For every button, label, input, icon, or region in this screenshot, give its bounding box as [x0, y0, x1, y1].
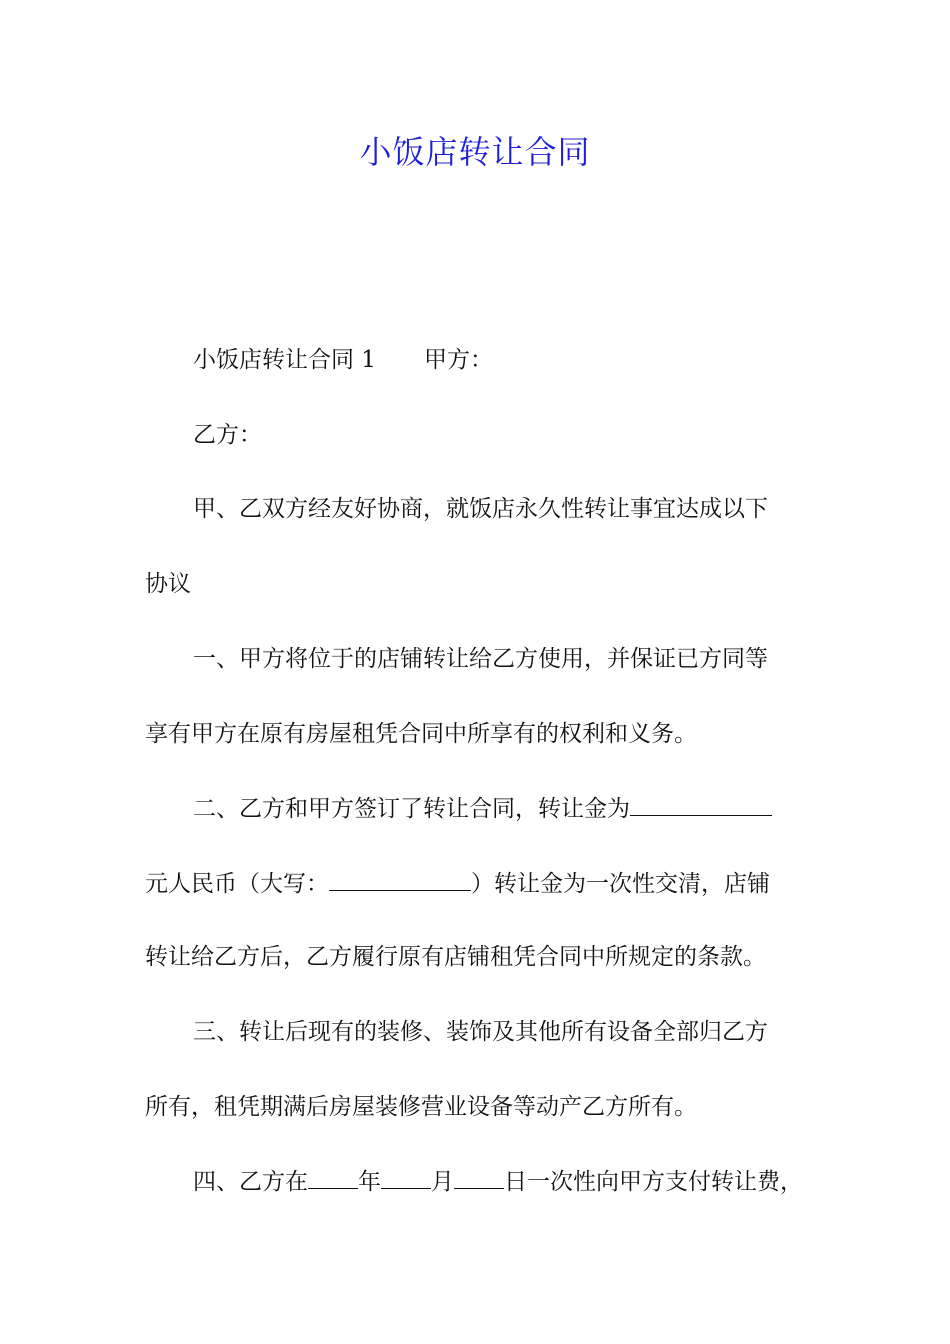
amount-in-words-blank — [329, 866, 471, 891]
clause-2-line-1 — [193, 791, 815, 826]
clause-4-suffix: 日一次性向甲方支付转让费， — [504, 1169, 803, 1195]
clause-2-line-2 — [145, 866, 815, 901]
clause-4-line-1 — [193, 1164, 815, 1199]
party-b-label: 乙方： — [193, 422, 262, 448]
intro-line-1: 甲、乙双方经友好协商，就饭店永久性转让事宜达成以下 — [193, 496, 768, 522]
clause-3-line-2: 所有，租凭期满后房屋装修营业设备等动产乙方所有。 — [145, 1094, 697, 1120]
clause-4-prefix: 四、乙方在 — [193, 1169, 308, 1195]
intro-line-2: 协议 — [145, 571, 191, 597]
clause-3-line-1: 三、转让后现有的装修、装饰及其他所有设备全部归乙方 — [193, 1019, 768, 1045]
transfer-amount-blank — [630, 791, 772, 816]
clause-2-prefix: 元人民币（大写： — [145, 871, 329, 897]
year-blank — [308, 1164, 358, 1189]
clause-1-line-2: 享有甲方在原有房屋租凭合同中所享有的权利和义务。 — [145, 721, 697, 747]
contract-subtitle: 小饭店转让合同 1 — [193, 347, 376, 373]
document-title: 小饭店转让合同 — [359, 133, 591, 171]
party-a-label: 甲方： — [423, 347, 493, 373]
month-label: 月 — [431, 1169, 454, 1195]
clause-2-line-3: 转让给乙方后，乙方履行原有店铺租凭合同中所规定的条款。 — [145, 944, 766, 970]
day-blank — [454, 1164, 504, 1189]
clause-2-suffix: ）转让金为一次性交清，店铺 — [471, 871, 770, 897]
month-blank — [381, 1164, 431, 1189]
heading-line — [193, 343, 815, 377]
year-label: 年 — [358, 1169, 381, 1195]
clause-1-line-1: 一、甲方将位于的店铺转让给乙方使用，并保证已方同等 — [193, 646, 768, 672]
clause-2-text: 二、乙方和甲方签订了转让合同，转让金为 — [193, 796, 630, 822]
